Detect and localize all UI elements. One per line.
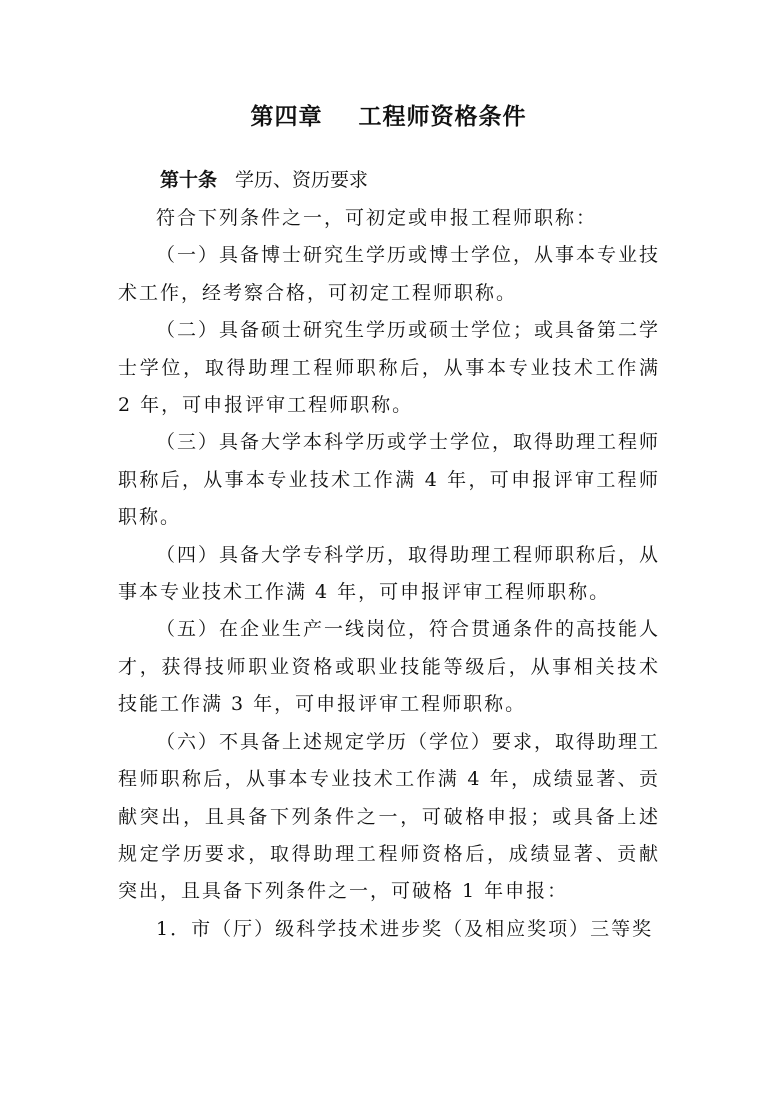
article-heading (160, 165, 368, 195)
paragraph-item-5: （五）在企业生产一线岗位，符合贯通条件的高技能人才，获得技师职业资格或职业技能等级后，从事相关技术技能工作满 3 年，可申报评审工程师职称。 (118, 618, 661, 716)
chapter-title: 第四章 工程师资格条件 (250, 103, 527, 130)
paragraph-subitem-1: 1．市（厅）级科学技术进步奖（及相应奖项）三等奖 (156, 917, 654, 940)
article-title: 学历、资历要求 (235, 169, 369, 191)
paragraph-item-4: （四）具备大学专科学历，取得助理工程师职称后，从事本专业技术工作满 4 年，可申报评审工程师职称。 (118, 543, 661, 604)
paragraph-item-3: （三）具备大学本科学历或学士学位，取得助理工程师职称后，从事本专业技术工作满 4 年，可申报评审工程师职称。 (118, 431, 661, 529)
paragraph-intro: 符合下列条件之一，可初定或申报工程师职称： (156, 207, 598, 229)
paragraph-item-1: （一）具备博士研究生学历或博士学位，从事本专业技术工作，经考察合格，可初定工程师职称。 (118, 244, 661, 304)
article-body (118, 200, 660, 948)
paragraph-item-2: （二）具备硕士研究生学历或硕士学位；或具备第二学士学位，取得助理工程师职称后，从事本专业技术工作满 2 年，可申报评审工程师职称。 (118, 319, 661, 417)
paragraph-item-6: （六）不具备上述规定学历（学位）要求，取得助理工程师职称后，从事本专业技术工作满 4 年，成绩显著、贡献突出，且具备下列条件之一，可破格申报；或具备上述规定学历要求，取得助理工程师资格后，成绩显著、贡献突出，且具备下列条件之一，可破格 1 年申报： (118, 730, 661, 903)
article-number: 第十条 (160, 169, 218, 191)
